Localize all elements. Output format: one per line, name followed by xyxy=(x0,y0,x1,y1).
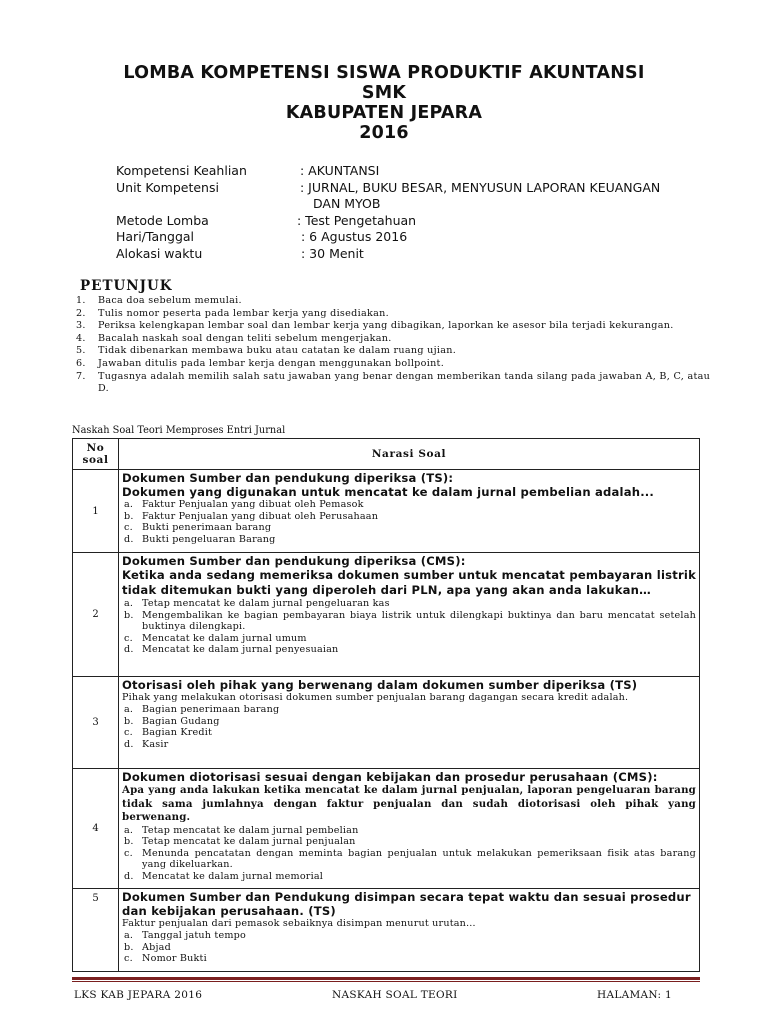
option-letter: c. xyxy=(124,632,133,644)
answer-option xyxy=(122,942,696,954)
footer-rule-thin xyxy=(72,981,700,982)
option-letter: d. xyxy=(124,738,134,750)
question-heading: Dokumen Sumber dan pendukung diperiksa (CMS): xyxy=(122,554,466,568)
question-heading: Otorisasi oleh pihak yang berwenang dalam dokumen sumber diperiksa (TS) xyxy=(122,678,638,692)
footer-rule-thick xyxy=(72,977,700,980)
answer-option xyxy=(122,610,696,633)
option-letter: b. xyxy=(124,609,134,621)
question-text: Ketika anda sedang memeriksa dokumen sumber untuk mencatat pembayaran listrik tidak ditemukan bukti yang diperoleh dari PLN, apa yang akan anda lakukan… xyxy=(122,568,696,597)
title-line-3: KABUPATEN JEPARA xyxy=(285,103,483,123)
info-value: : AKUNTANSI xyxy=(300,163,380,178)
option-text: Bagian Gudang xyxy=(142,715,220,727)
question-text: Pihak yang melakukan otorisasi dokumen sumber penjualan barang dagangan secara kredit adalah. xyxy=(122,692,629,703)
option-letter: c. xyxy=(124,727,133,738)
option-letter: a. xyxy=(124,598,134,609)
answer-option xyxy=(122,644,696,656)
answer-option xyxy=(122,848,696,871)
option-letter: a. xyxy=(124,499,134,510)
instruction-item xyxy=(76,371,716,396)
option-letter: a. xyxy=(124,930,134,941)
question-cell xyxy=(119,889,700,972)
option-letter: c. xyxy=(124,953,133,964)
instruction-number: 6. xyxy=(76,357,86,369)
table-caption: Naskah Soal Teori Memproses Entri Jurnal xyxy=(72,425,286,436)
question-text: Dokumen yang digunakan untuk mencatat ke dalam jurnal pembelian adalah... xyxy=(122,485,655,499)
answer-option xyxy=(122,522,696,534)
question-cell xyxy=(119,769,700,889)
option-text: Bukti penerimaan barang xyxy=(142,522,272,533)
instruction-number: 3. xyxy=(76,320,86,332)
question-cell xyxy=(119,470,700,553)
instruction-item xyxy=(76,333,716,346)
option-text: Nomor Bukti xyxy=(142,953,207,964)
question-table xyxy=(72,438,700,972)
instruction-text: Tulis nomor peserta pada lembar kerja yang disediakan. xyxy=(98,307,389,319)
answer-option xyxy=(122,598,696,610)
answer-option xyxy=(122,727,696,739)
title-line-1: LOMBA KOMPETENSI SISWA PRODUKTIF AKUNTANSI xyxy=(123,63,645,83)
footer-page-number: HALAMAN: 1 xyxy=(597,989,672,1001)
question-number: 2 xyxy=(73,553,119,677)
instruction-text: Bacalah naskah soal dengan teliti sebelum mengerjakan. xyxy=(98,332,392,344)
question-row xyxy=(73,769,700,889)
option-text: Menunda pencatatan dengan meminta bagian penjualan untuk melakukan pemeriksaan fisik atas barang yang dikeluarkan. xyxy=(142,847,696,870)
option-text: Mencatat ke dalam jurnal memorial xyxy=(142,870,324,882)
option-text: Tanggal jatuh tempo xyxy=(142,930,246,941)
question-cell xyxy=(119,677,700,769)
instruction-item xyxy=(76,295,716,308)
question-heading: Dokumen diotorisasi sesuai dengan kebijakan dan prosedur perusahaan (CMS): xyxy=(122,770,658,784)
answer-option xyxy=(122,499,696,511)
instruction-text: Jawaban ditulis pada lembar kerja dengan menggunakan bollpoint. xyxy=(98,357,445,369)
info-label: Metode Lomba xyxy=(116,212,209,228)
instruction-item xyxy=(76,308,716,321)
option-letter: c. xyxy=(124,847,133,859)
option-text: Bagian penerimaan barang xyxy=(142,704,280,715)
question-row xyxy=(73,677,700,769)
question-text: Faktur penjualan dari pemasok sebaiknya disimpan menurut urutan… xyxy=(122,918,476,929)
info-value: : 30 Menit xyxy=(301,245,364,261)
column-header-no: No soal xyxy=(73,439,119,470)
answer-option xyxy=(122,953,696,965)
answer-option xyxy=(122,511,696,523)
instruction-item xyxy=(76,358,716,371)
question-row xyxy=(73,889,700,972)
option-text: Mengembalikan ke bagian pembayaran biaya listrik untuk dilengkapi buktinya dan baru mencatat setelah buktinya dilengkapi. xyxy=(142,609,696,632)
option-letter: b. xyxy=(124,836,134,847)
instruction-number: 1. xyxy=(76,295,86,306)
title-line-4: 2016 xyxy=(359,123,409,143)
option-text: Mencatat ke dalam jurnal umum xyxy=(142,632,307,644)
title-line-2: SMK xyxy=(361,83,407,103)
option-letter: b. xyxy=(124,510,134,522)
instruction-text: Tugasnya adalah memilih salah satu jawaban yang benar dengan memberikan tanda silang pada jawaban A, B, C, atau D. xyxy=(98,370,711,395)
instructions-list xyxy=(76,295,716,396)
info-label: Unit Kompetensi xyxy=(116,179,219,195)
question-number: 4 xyxy=(73,769,119,889)
option-letter: b. xyxy=(124,715,134,727)
answer-option xyxy=(122,534,696,546)
column-header-narasi: Narasi Soal xyxy=(119,439,700,470)
instruction-text: Periksa kelengkapan lembar soal dan lembar kerja yang dibagikan, laporkan ke asesor bila terjadi kekurangan. xyxy=(98,320,674,332)
option-letter: a. xyxy=(124,824,134,836)
instructions-heading: PETUNJUK xyxy=(80,278,173,294)
answer-option xyxy=(122,871,696,883)
option-text: Abjad xyxy=(142,941,171,953)
question-row xyxy=(73,470,700,553)
option-text: Tetap mencatat ke dalam jurnal pengeluaran kas xyxy=(142,598,390,609)
question-heading: Dokumen Sumber dan pendukung diperiksa (TS): xyxy=(122,471,454,485)
instruction-text: Tidak dibenarkan membawa buku atau catatan ke dalam ruang ujian. xyxy=(98,345,457,357)
option-letter: d. xyxy=(124,870,134,882)
option-text: Mencatat ke dalam jurnal penyesuaian xyxy=(142,644,339,655)
option-text: Faktur Penjualan yang dibuat oleh Pemasok xyxy=(142,499,364,510)
instruction-number: 5. xyxy=(76,345,86,357)
instruction-number: 2. xyxy=(76,307,86,319)
option-letter: b. xyxy=(124,941,134,953)
info-value: : 6 Agustus 2016 xyxy=(301,229,408,244)
instruction-number: 4. xyxy=(76,332,86,344)
answer-option xyxy=(122,836,696,848)
answer-option xyxy=(122,739,696,751)
answer-option xyxy=(122,704,696,716)
option-text: Tetap mencatat ke dalam jurnal pembelian xyxy=(142,824,359,836)
instruction-item xyxy=(76,320,716,333)
option-text: Tetap mencatat ke dalam jurnal penjualan xyxy=(142,836,356,847)
option-text: Faktur Penjualan yang dibuat oleh Perusahaan xyxy=(142,510,379,522)
info-value: : Test Pengetahuan xyxy=(297,212,417,228)
info-label: Kompetensi Keahlian xyxy=(116,163,247,178)
document-title xyxy=(0,63,768,143)
info-label: Hari/Tanggal xyxy=(116,229,195,244)
option-text: Bukti pengeluaran Barang xyxy=(142,533,276,545)
question-text: Apa yang anda lakukan ketika mencatat ke dalam jurnal penjualan, laporan pengeluaran barang tidak sama jumlahnya dengan faktur penjualan dan sudah diotorisasi oleh pihak yang berwenang. xyxy=(122,784,696,823)
question-heading: Dokumen Sumber dan Pendukung disimpan secara tepat waktu dan sesuai prosedur dan kebijakan perusahaan. (TS) xyxy=(122,890,691,918)
instruction-number: 7. xyxy=(76,370,86,382)
answer-option xyxy=(122,825,696,837)
answer-option xyxy=(122,716,696,728)
answer-option xyxy=(122,633,696,645)
footer-left: LKS KAB JEPARA 2016 xyxy=(74,989,203,1001)
table-header-row xyxy=(73,439,700,470)
footer-center: NASKAH SOAL TEORI xyxy=(332,989,458,1001)
option-text: Bagian Kredit xyxy=(142,727,213,738)
option-letter: d. xyxy=(124,533,134,545)
info-value-continued: DAN MYOB xyxy=(313,196,381,211)
option-letter: a. xyxy=(124,704,134,715)
answer-option xyxy=(122,930,696,942)
info-label: Alokasi waktu xyxy=(116,245,203,261)
question-number: 1 xyxy=(73,470,119,553)
option-letter: c. xyxy=(124,522,133,533)
question-cell xyxy=(119,553,700,677)
question-number: 3 xyxy=(73,677,119,769)
option-text: Kasir xyxy=(142,738,169,750)
option-letter: d. xyxy=(124,644,134,655)
instruction-text: Baca doa sebelum memulai. xyxy=(98,295,242,306)
info-value: : JURNAL, BUKU BESAR, MENYUSUN LAPORAN KEUANGAN xyxy=(300,179,661,195)
instruction-item xyxy=(76,345,716,358)
question-row xyxy=(73,553,700,677)
question-number: 5 xyxy=(73,889,119,972)
